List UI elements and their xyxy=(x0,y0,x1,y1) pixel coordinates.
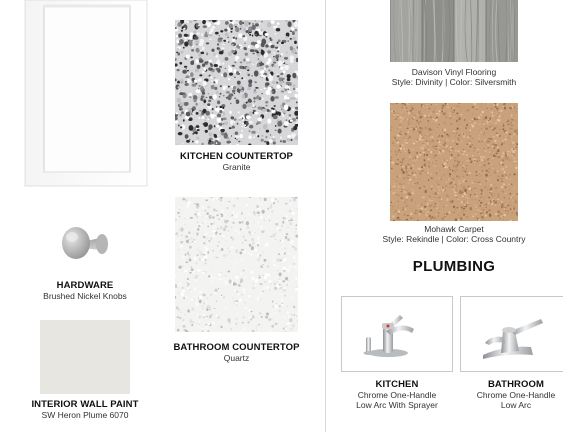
kitchen-faucet-box xyxy=(341,296,453,372)
bathroom-faucet-title: BATHROOM xyxy=(487,379,545,390)
kitchen-countertop-subtitle: Granite xyxy=(222,161,251,172)
vinyl-swatch-icon xyxy=(390,0,518,62)
knob-icon xyxy=(56,222,114,262)
flooring-line2: Style: Divinity | Color: Silversmith xyxy=(391,76,517,87)
quartz-swatch xyxy=(175,197,298,332)
kitchen-faucet-line2: Low Arc With Sprayer xyxy=(356,399,438,410)
interior-paint-subtitle: SW Heron Plume 6070 xyxy=(41,409,129,420)
interior-paint-title: INTERIOR WALL PAINT xyxy=(31,399,139,410)
bathroom-faucet-box xyxy=(460,296,563,372)
carpet-line2: Style: Rekindle | Color: Cross Country xyxy=(382,233,526,244)
column-divider xyxy=(325,0,326,432)
hardware-title: HARDWARE xyxy=(56,280,114,291)
kitchen-faucet-title: KITCHEN xyxy=(375,379,419,390)
bathroom-faucet-icon xyxy=(461,297,563,371)
carpet-swatch xyxy=(390,103,518,221)
carpet-swatch-icon xyxy=(390,103,518,221)
cabinet-door-icon xyxy=(22,0,150,188)
kitchen-faucet-icon xyxy=(342,297,452,371)
bathroom-faucet-line2: Low Arc xyxy=(500,399,532,410)
bathroom-countertop-subtitle: Quartz xyxy=(223,352,250,363)
paint-swatch xyxy=(40,320,130,394)
kitchen-countertop-title: KITCHEN COUNTERTOP xyxy=(180,151,293,162)
plumbing-heading: PLUMBING xyxy=(412,258,496,275)
quartz-swatch-icon xyxy=(175,197,298,332)
paint-swatch-icon xyxy=(40,320,130,394)
granite-swatch-icon xyxy=(175,20,298,145)
bathroom-faucet-line1: Chrome One-Handle xyxy=(476,389,556,400)
hardware-image xyxy=(56,222,114,262)
flooring-line1: Davison Vinyl Flooring xyxy=(411,67,497,77)
hardware-subtitle: Brushed Nickel Knobs xyxy=(43,290,127,301)
carpet-line1: Mohawk Carpet xyxy=(424,224,484,234)
granite-swatch xyxy=(175,20,298,145)
bathroom-countertop-title: BATHROOM COUNTERTOP xyxy=(173,342,300,353)
kitchen-faucet-line1: Chrome One-Handle xyxy=(357,389,437,400)
vinyl-swatch xyxy=(390,0,518,62)
cabinet-door-image xyxy=(22,0,150,188)
